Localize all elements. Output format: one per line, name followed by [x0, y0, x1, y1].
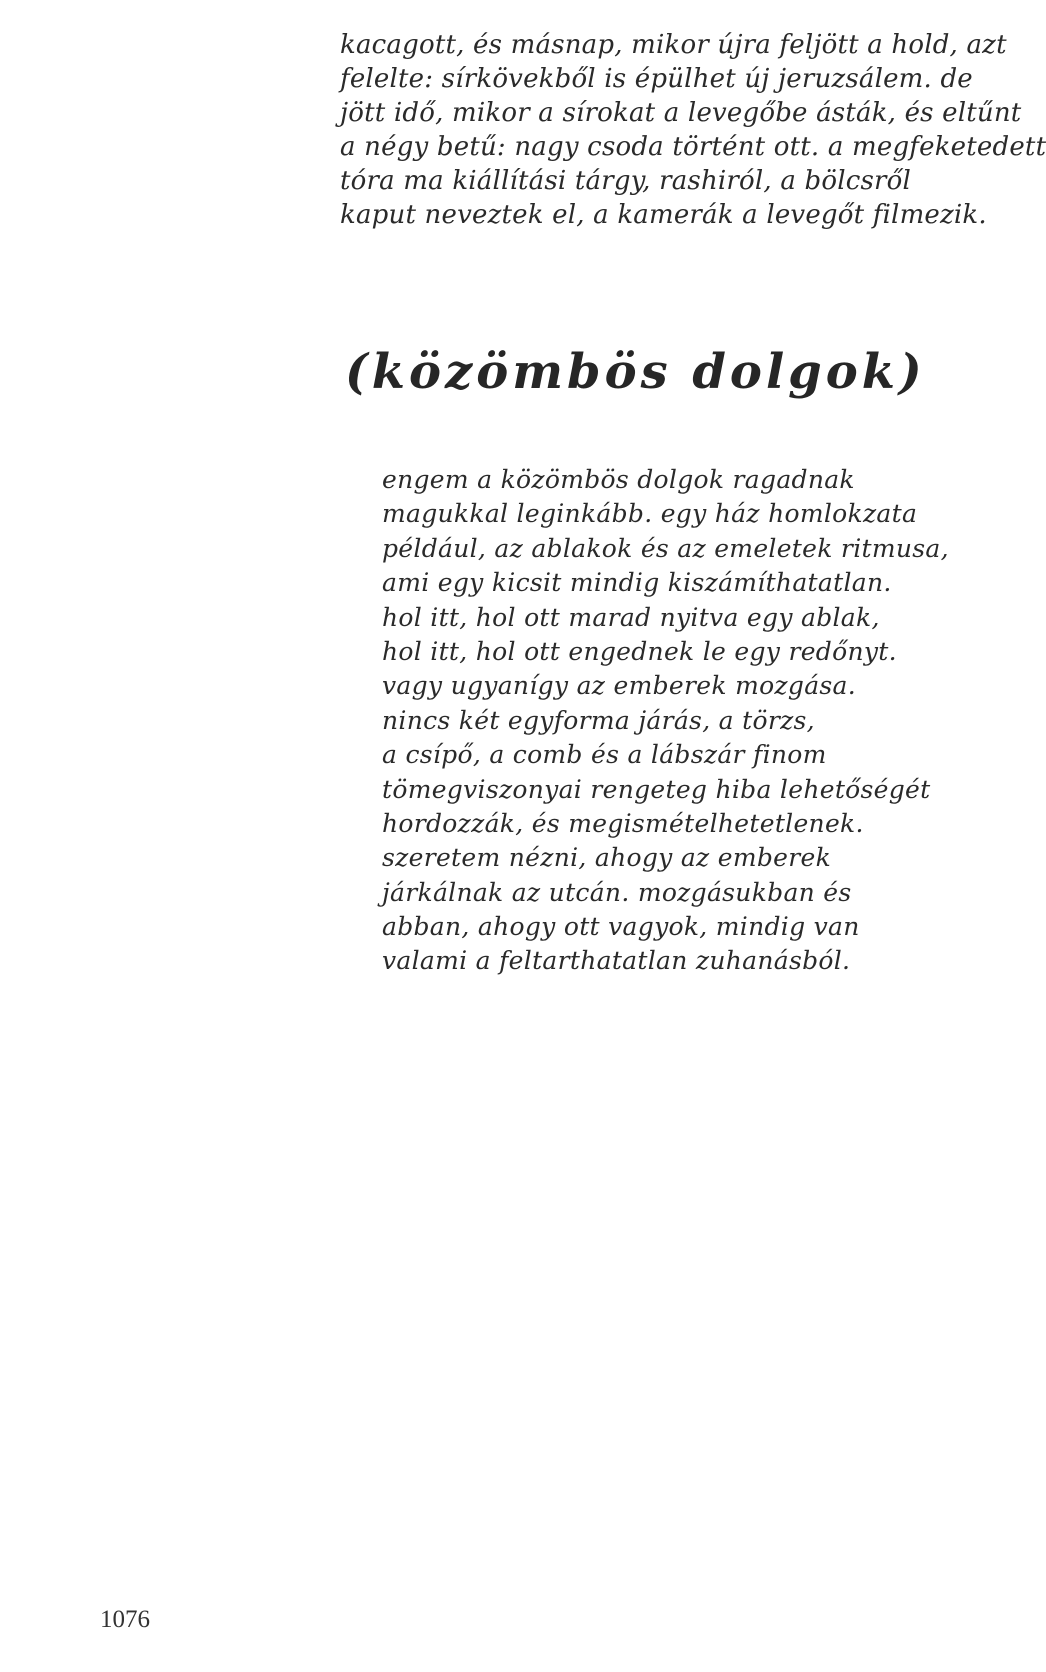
poem-line: magukkal leginkább. egy ház homlokzata	[382, 499, 918, 529]
poem-line: hol itt, hol ott marad nyitva egy ablak,	[382, 602, 880, 632]
poem-line: kaput neveztek el, a kamerák a levegőt filmezik.	[340, 200, 987, 230]
poem-line: nincs két egyforma járás, a törzs,	[382, 705, 815, 735]
poem-line: tóra ma kiállítási tárgy, rashiról, a bölcsről	[340, 166, 912, 196]
poem-line: abban, ahogy ott vagyok, mindig van	[382, 912, 860, 942]
poem-line: kacagott, és másnap, mikor újra feljött a hold, azt	[340, 30, 1007, 60]
poem-line: engem a közömbös dolgok ragadnak	[382, 465, 855, 494]
poem-line: jött idő, mikor a sírokat a levegőbe ásták, és eltűnt	[340, 98, 1022, 128]
poem-line: felelte: sírkövekből is épülhet új jeruzsálem. de	[340, 64, 973, 94]
poem-line: vagy ugyanígy az emberek mozgása.	[382, 671, 856, 701]
poem-line: szeretem nézni, ahogy az emberek	[382, 843, 832, 873]
poem-line: például, az ablakok és az emeletek ritmusa,	[382, 533, 949, 563]
poem-body	[382, 463, 949, 979]
page-number: 1076	[100, 1606, 150, 1633]
poem-line: járkálnak az utcán. mozgásukban és	[382, 877, 852, 907]
poem-line: ami egy kicsit mindig kiszámíthatatlan.	[382, 568, 892, 598]
poem-line: hol itt, hol ott engednek le egy redőnyt.	[382, 636, 897, 666]
poem-line: hordozzák, és megismételhetetlenek.	[382, 808, 864, 838]
poem-line: a csípő, a comb és a lábszár finom	[382, 740, 827, 770]
previous-poem-ending	[340, 28, 1046, 232]
poem-line: valami a feltarthatatlan zuhanásból.	[382, 946, 851, 976]
poem-line: tömegviszonyai rengeteg hiba lehetőségét	[382, 774, 931, 804]
poem-title: (közömbös dolgok)	[345, 344, 926, 400]
poem-line: a négy betű: nagy csoda történt ott. a megfeketedett	[340, 132, 1046, 162]
